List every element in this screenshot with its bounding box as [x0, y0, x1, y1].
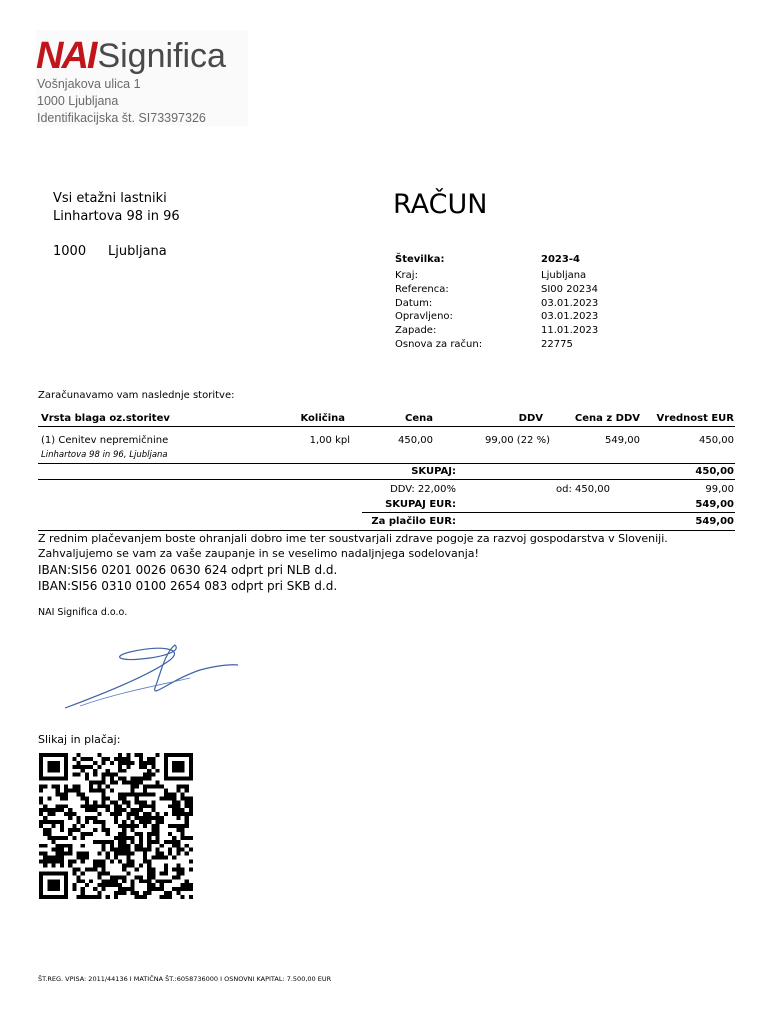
table-header-value: Vrednost EUR: [656, 413, 734, 424]
company-header: [36, 30, 248, 126]
total-eur-value: 549,00: [695, 499, 734, 510]
field-value: 03.01.2023: [541, 298, 599, 309]
total-value: 450,00: [695, 466, 734, 477]
footer-registration: ŠT.REG. VPISA: 2011/44136 I MATIČNA ŠT.:6058736000 I OSNOVNI KAPITAL: 7.500,00 EUR: [38, 975, 332, 983]
iban-value: SI56 0310 0100 2654 083 odprt pri SKB d.d.: [71, 579, 338, 593]
amount-due-label: Za plačilo EUR:: [371, 516, 456, 527]
row-price: 450,00: [398, 435, 433, 446]
signature-image: [60, 640, 250, 715]
field-value: Ljubljana: [541, 270, 587, 281]
iban-line2: [38, 578, 337, 594]
recipient-line1: Vsi etažni lastniki: [53, 191, 167, 206]
total-eur-rule: [362, 512, 735, 513]
signature-company: NAI Significa d.o.o.: [38, 607, 128, 618]
iban-label: IBAN:: [38, 563, 71, 577]
amount-due-value: 549,00: [695, 516, 734, 527]
invoice-title: RAČUN: [393, 189, 488, 220]
field-value: SI00 20234: [541, 284, 599, 295]
table-header-quantity: Količina: [300, 413, 345, 424]
logo-significa: Significa: [97, 37, 226, 75]
logo-nai: NAI: [36, 35, 96, 77]
recipient-city: Ljubljana: [108, 244, 167, 259]
company-logo: [36, 35, 226, 77]
qr-label: Slikaj in plačaj:: [38, 733, 121, 746]
recipient-line2: Linhartova 98 in 96: [53, 209, 180, 224]
row-vat: 99,00 (22 %): [484, 435, 550, 446]
services-intro: Zaračunavamo vam naslednje storitve:: [38, 390, 235, 401]
row-quantity: 1,00 kpl: [309, 435, 350, 446]
row-price-with-vat: 549,00: [605, 435, 640, 446]
vat-base: od: 450,00: [556, 484, 611, 495]
field-value: 22775: [541, 339, 573, 350]
company-address-line1: Vošnjakova ulica 1: [37, 77, 141, 91]
table-header-vat: DDV: [518, 413, 543, 424]
field-value: 2023-4: [541, 254, 580, 265]
field-label: Opravljeno:: [395, 311, 453, 322]
note-line1: Z rednim plačevanjem boste ohranjali dobro ime ter soustvarjali zdrave pogoje za razvoj gospodarstva v Sloveniji.: [38, 532, 668, 545]
table-header-price: Cena: [405, 413, 433, 424]
table-row-rule: [38, 463, 735, 464]
vat-label: DDV: 22,00%: [390, 484, 456, 495]
row-description: (1) Cenitev nepremičnine: [41, 435, 169, 446]
total-label: SKUPAJ:: [411, 466, 456, 477]
amount-due-rule: [38, 530, 735, 531]
field-label: Datum:: [395, 298, 433, 309]
iban-label: IBAN:: [38, 579, 71, 593]
table-header-description: Vrsta blaga oz.storitev: [41, 413, 170, 424]
vat-value: 99,00: [705, 484, 734, 495]
row-sub-description: Linhartova 98 in 96, Ljubljana: [41, 450, 168, 460]
field-label: Referenca:: [395, 284, 449, 295]
table-header-price-with-vat: Cena z DDV: [574, 413, 640, 424]
company-address-line2: 1000 Ljubljana: [37, 94, 119, 108]
field-value: 11.01.2023: [541, 325, 599, 336]
field-value: 03.01.2023: [541, 311, 599, 322]
field-label: Številka:: [395, 254, 445, 265]
field-label: Osnova za račun:: [395, 339, 483, 350]
field-label: Zapade:: [395, 325, 437, 336]
iban-line1: [38, 562, 337, 578]
total-rule: [38, 479, 735, 480]
recipient-postal-code: 1000: [53, 244, 87, 259]
note-line2: Zahvaljujemo se vam za vaše zaupanje in se veselimo nadaljnjega sodelovanja!: [38, 547, 479, 560]
payment-qr-code: [39, 753, 193, 899]
table-header-rule: [38, 426, 735, 427]
company-tax-id: Identifikacijska št. SI73397326: [37, 111, 206, 125]
field-label: Kraj:: [395, 270, 418, 281]
row-value: 450,00: [699, 435, 734, 446]
total-eur-label: SKUPAJ EUR:: [385, 499, 456, 510]
iban-value: SI56 0201 0026 0630 624 odprt pri NLB d.d.: [71, 563, 338, 577]
